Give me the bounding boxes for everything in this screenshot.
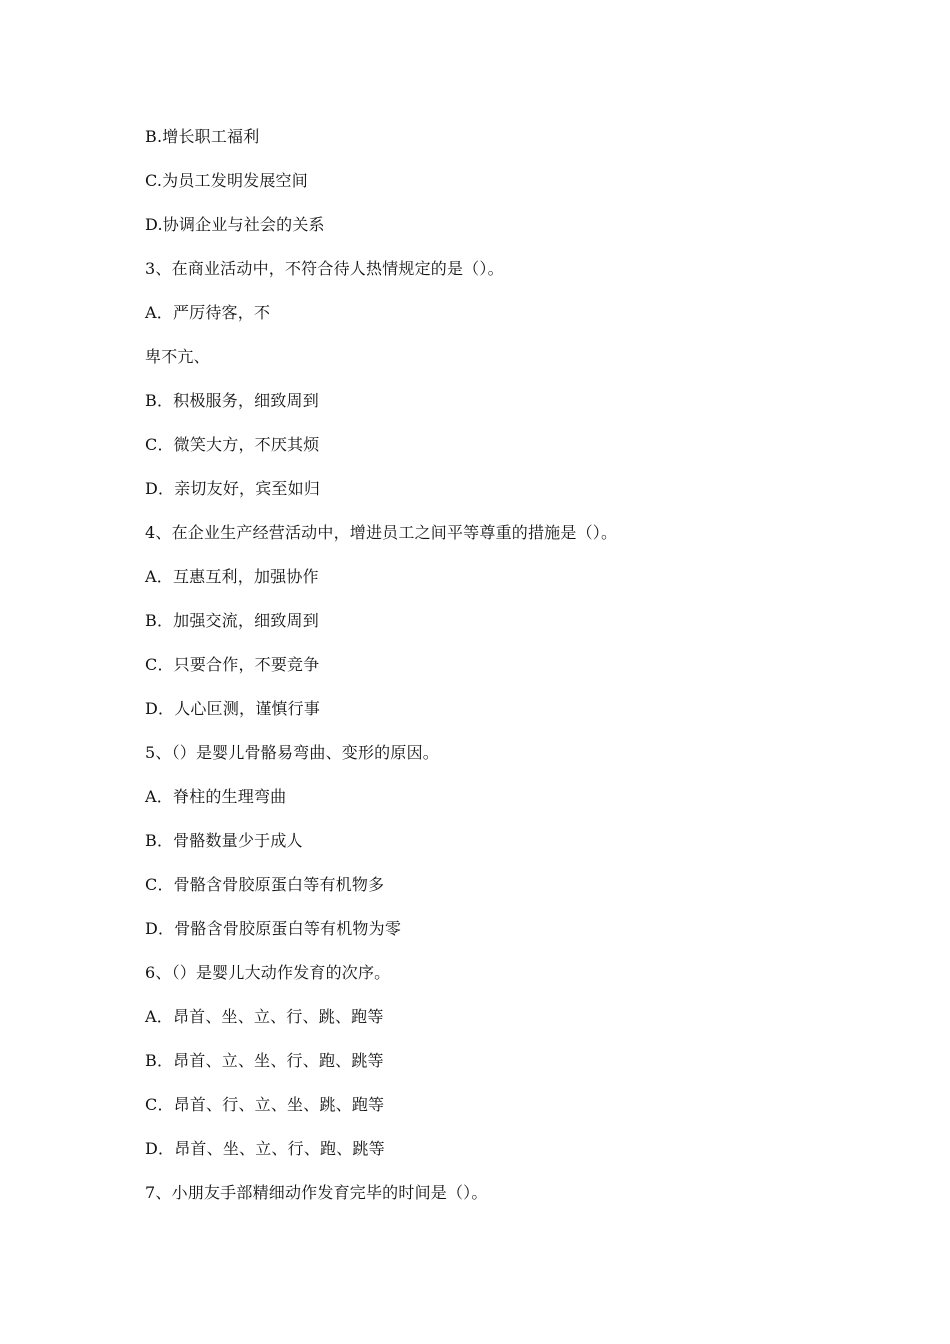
option-line: B．积极服务，细致周到 bbox=[145, 391, 319, 410]
question-line: 7、小朋友手部精细动作发育完毕的时间是（）。 bbox=[145, 1183, 488, 1202]
option-line: A．互惠互利，加强协作 bbox=[145, 567, 319, 586]
question-line: 4、在企业生产经营活动中，增进员工之间平等尊重的措施是（）。 bbox=[145, 523, 618, 542]
question-line: 3、在商业活动中，不符合待人热情规定的是（）。 bbox=[145, 259, 504, 278]
option-line: B.增长职工福利 bbox=[145, 127, 260, 146]
option-line: C．骨骼含骨胶原蛋白等有机物多 bbox=[145, 875, 385, 894]
option-line: A．脊柱的生理弯曲 bbox=[145, 787, 287, 806]
option-line: D．亲切友好，宾至如归 bbox=[145, 479, 321, 498]
option-line: C．昂首、行、立、坐、跳、跑等 bbox=[145, 1095, 385, 1114]
option-line: C．微笑大方，不厌其烦 bbox=[145, 435, 320, 454]
option-line: C.为员工发明发展空间 bbox=[145, 171, 308, 190]
option-line: B．加强交流，细致周到 bbox=[145, 611, 319, 630]
option-line: B．骨骼数量少于成人 bbox=[145, 831, 303, 850]
option-continuation-line: 卑不亢、 bbox=[145, 347, 210, 366]
option-line: D.协调企业与社会的关系 bbox=[145, 215, 325, 234]
option-line: C．只要合作，不要竞争 bbox=[145, 655, 320, 674]
option-line: D．骨骼含骨胶原蛋白等有机物为零 bbox=[145, 919, 402, 938]
question-line: 5、（）是婴儿骨骼易弯曲、变形的原因。 bbox=[145, 743, 439, 762]
document-content bbox=[145, 124, 845, 1224]
option-line: A．严厉待客，不 bbox=[145, 303, 271, 322]
question-line: 6、（）是婴儿大动作发育的次序。 bbox=[145, 963, 391, 982]
option-line: D．昂首、坐、立、行、跑、跳等 bbox=[145, 1139, 385, 1158]
option-line: B．昂首、立、坐、行、跑、跳等 bbox=[145, 1051, 384, 1070]
option-line: D．人心叵测，谨慎行事 bbox=[145, 699, 321, 718]
option-line: A．昂首、坐、立、行、跳、跑等 bbox=[145, 1007, 384, 1026]
